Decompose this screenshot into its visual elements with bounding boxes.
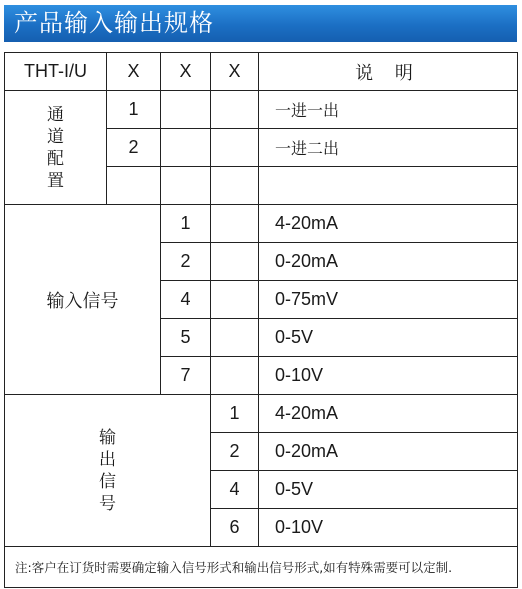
footnote: 注:客户在订货时需要确定输入信号形式和输出信号形式,如有特殊需要可以定制. [5, 547, 518, 588]
page-title: 产品输入输出规格 [4, 5, 517, 42]
input-code: 7 [161, 357, 211, 395]
code-header-3: X [211, 53, 259, 91]
output-desc: 4-20mA [259, 395, 518, 433]
code-header-1: X [107, 53, 161, 91]
channel-code: 1 [107, 91, 161, 129]
note-row [5, 547, 518, 588]
input-desc: 0-5V [259, 319, 518, 357]
channel-desc: 一进一出 [259, 91, 518, 129]
model-header: THT-I/U [5, 53, 107, 91]
output-desc: 0-10V [259, 509, 518, 547]
input-signal-label: 输入信号 [5, 205, 161, 395]
output-desc: 0-5V [259, 471, 518, 509]
output-desc: 0-20mA [259, 433, 518, 471]
input-code: 1 [161, 205, 211, 243]
channel-config-label: 通道配置 [5, 91, 107, 205]
spec-table [4, 52, 518, 588]
input-desc: 0-10V [259, 357, 518, 395]
output-code: 1 [211, 395, 259, 433]
output-signal-label: 输出信号 [5, 395, 211, 547]
table-row [5, 205, 518, 243]
input-code: 2 [161, 243, 211, 281]
channel-desc [259, 167, 518, 205]
channel-desc: 一进二出 [259, 129, 518, 167]
code-header-2: X [161, 53, 211, 91]
header-row [5, 53, 518, 91]
output-code: 2 [211, 433, 259, 471]
input-code: 4 [161, 281, 211, 319]
input-code: 5 [161, 319, 211, 357]
output-code: 6 [211, 509, 259, 547]
table-row [5, 395, 518, 433]
input-desc: 0-75mV [259, 281, 518, 319]
output-code: 4 [211, 471, 259, 509]
table-row [5, 91, 518, 129]
channel-code [107, 167, 161, 205]
input-desc: 4-20mA [259, 205, 518, 243]
input-desc: 0-20mA [259, 243, 518, 281]
description-header: 说 明 [259, 53, 518, 91]
channel-code: 2 [107, 129, 161, 167]
